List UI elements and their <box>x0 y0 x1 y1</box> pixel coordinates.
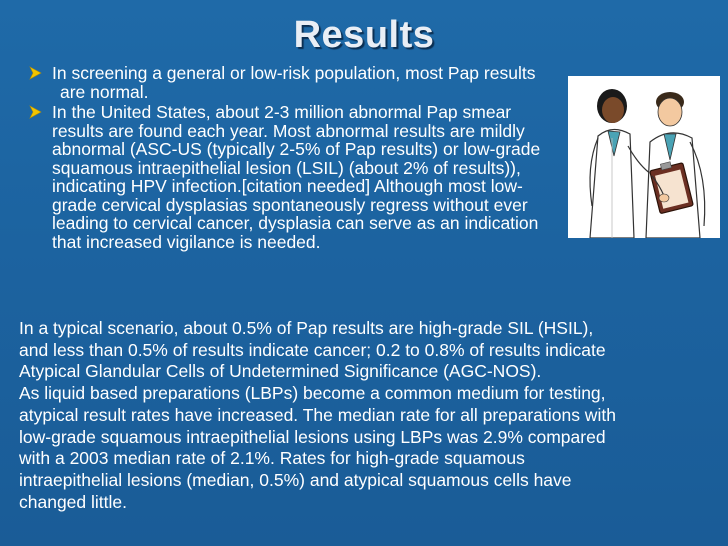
paragraph-line: intraepithelial lesions (median, 0.5%) and atypical squamous cells have <box>19 469 572 490</box>
slide-title: Results <box>293 14 435 56</box>
paragraph-line: with a 2003 median rate of 2.1%. Rates for high-grade squamous <box>19 448 525 469</box>
doctors-clipboard-icon <box>568 76 720 238</box>
paragraph-line: atypical result rates have increased. The median rate for all preparations with <box>19 404 616 425</box>
paragraph-line: As liquid based preparations (LBPs) become a common medium for testing, <box>19 383 606 404</box>
bullet-item <box>24 64 564 101</box>
paragraph-line: Atypical Glandular Cells of Undetermined Significance (AGC-NOS). <box>19 361 542 382</box>
bullet-text: In screening a general or low-risk population, most Pap results <box>52 63 536 83</box>
paragraph-line: and less than 0.5% of results indicate cancer; 0.2 to 0.8% of results indicate <box>19 339 606 360</box>
bullet-list <box>24 64 564 251</box>
bullet-text-continued: are normal. <box>60 81 149 102</box>
bullet-item <box>24 103 564 251</box>
arrow-bullet-icon <box>28 105 42 119</box>
arrow-bullet-icon <box>28 66 42 80</box>
body-paragraph <box>19 318 719 513</box>
bullet-text: In the United States, about 2-3 million abnormal Pap smear results are found each year. Most abnormal results are mildly abnormal (ASC-US (typically 2-5% of Pap results) or low-grade squamous intraepithelial lesion (LSIL) (about 2% of results)), indicating HPV infection.[citation needed] Although most low-grade cervical dysplasias spontaneously regress without ever leading to cervical cancer, dysplasia can serve as an indication that increased vigilance is needed. <box>52 102 541 252</box>
paragraph-line: changed little. <box>19 491 127 512</box>
paragraph-line: In a typical scenario, about 0.5% of Pap results are high-grade SIL (HSIL), <box>19 318 594 338</box>
paragraph-line: low-grade squamous intraepithelial lesions using LBPs was 2.9% compared <box>19 426 606 447</box>
